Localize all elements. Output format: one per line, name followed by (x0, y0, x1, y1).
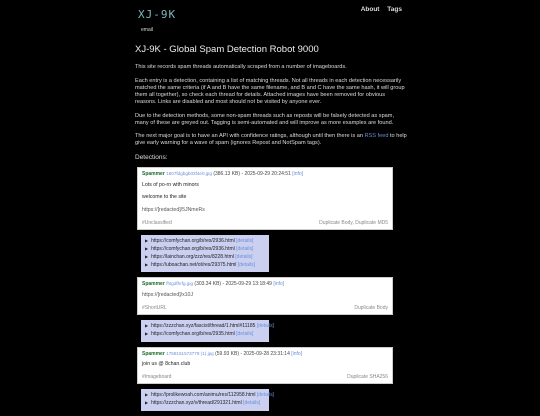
thread-url: https://zzzchan.xyz/fascist/thread/1.html#11185 (151, 323, 256, 330)
details-link[interactable]: [details] (236, 330, 254, 337)
post-header (142, 171, 388, 178)
post-footer (142, 374, 388, 381)
post-body-line: Lots of po-rn with minors (142, 181, 199, 188)
thread-row (145, 400, 265, 408)
intro-text: This site records spam threads automatically scraped from a number of imageboards. (135, 64, 347, 71)
image-filename[interactable]: 1758151573779 (1).jpg (166, 350, 214, 356)
expand-triangle-icon[interactable]: ▶ (145, 330, 149, 336)
thread-row (145, 331, 265, 339)
poster-name: Spammer (142, 350, 165, 357)
post-header (142, 351, 388, 358)
expand-triangle-icon[interactable]: ▶ (145, 246, 149, 252)
details-link[interactable]: [details] (243, 400, 261, 407)
details-link[interactable]: [details] (236, 238, 254, 245)
detections-heading: Detections: (135, 153, 168, 161)
thread-row (145, 392, 275, 400)
thread-list (141, 389, 275, 411)
details-link[interactable]: [details] (236, 246, 254, 253)
info-link[interactable]: [info] (273, 281, 285, 288)
expand-triangle-icon[interactable]: ▶ (145, 323, 149, 329)
image-filename[interactable]: 1607fdgbgb03f4e0.jpg (166, 171, 212, 177)
match-criteria: Duplicate Body (354, 304, 388, 311)
post-header (142, 281, 388, 288)
thread-list (141, 320, 275, 342)
thread-url: https://comfychan.org/b/res/2936.html (151, 238, 235, 245)
post-body-link: https://[redacted]/x10J (142, 291, 194, 298)
post-footer (142, 305, 388, 312)
thread-url: https://comfychan.org/b/res/2935.html (151, 330, 235, 337)
detection-card (137, 277, 393, 315)
page-title: XJ-9K - Global Spam Detection Robot 9000 (135, 44, 319, 55)
nav-menu (355, 6, 402, 14)
thread-row (145, 246, 265, 254)
thread-url: https://uboachan.net/ot/res/29375.html (151, 261, 237, 268)
info-link[interactable]: [info] (291, 350, 303, 357)
tag-label[interactable]: #Imageboard (142, 373, 172, 380)
expand-triangle-icon[interactable]: ▶ (145, 253, 149, 259)
post-footer (142, 220, 388, 227)
main-content (135, 44, 407, 416)
thread-url: https://prolikewoah.com/animu/res/112958.html (151, 392, 256, 399)
detection-explainer: Each entry is a detection, containing a list of matching threads. Not all threads in each detection necessarily matched the same criteria (if A and B have the same filename, and B and C have the same hash, it will group them all together), so check each thread for details. Attached images have been removed for obvious reasons. Links are disabled and most should not be visited by anyone ever. (135, 77, 405, 106)
api-note-pre: The next major goal is to have an API with confidence ratings, although until then there is an (135, 133, 365, 140)
detection-card (137, 167, 393, 230)
post-meta: (303.34 KB) - 2025-09-29 13:18:49 (194, 281, 272, 288)
tag-label[interactable]: #Unclassified (142, 219, 172, 226)
match-criteria: Duplicate SHA256 (347, 373, 388, 380)
post-meta: (386.13 KB) - 2025-09-29 20:24:51 (213, 171, 291, 178)
post-body-line: join us @ 8chan.club (142, 361, 191, 368)
api-note-post: to help give early warning for a wave of spam (ignores Repost and NotSpam tags). (135, 133, 407, 147)
api-note (135, 133, 407, 148)
thread-row (145, 262, 265, 270)
email-link[interactable]: email (141, 27, 153, 33)
info-link[interactable]: [info] (292, 171, 304, 178)
thread-row (145, 238, 265, 246)
tag-label[interactable]: #ShortURL (142, 304, 167, 311)
post-meta: (59.93 KB) - 2025-09-28 23:31:14 (215, 350, 290, 357)
thread-row (145, 323, 275, 331)
top-bar (0, 0, 540, 40)
match-criteria: Duplicate Body, Duplicate MD5 (319, 219, 388, 226)
expand-triangle-icon[interactable]: ▶ (145, 400, 149, 406)
thread-url: https://comfychan.org/b/res/2936.html (151, 246, 235, 253)
thread-url: https://zzzchan.xyz/v/thread/291321.html (151, 400, 242, 407)
post-body-link: https://[redacted]/5JNmeRs (142, 207, 205, 214)
details-link[interactable]: [details] (235, 253, 253, 260)
details-link[interactable]: [details] (256, 323, 275, 330)
image-filename[interactable]: fhtgdfhrfg.jpg (166, 281, 194, 287)
expand-triangle-icon[interactable]: ▶ (145, 392, 149, 398)
expand-triangle-icon[interactable]: ▶ (145, 238, 149, 244)
detection-card (137, 347, 393, 385)
details-link[interactable]: [details] (237, 261, 256, 268)
nav-tags-link[interactable]: Tags (387, 6, 402, 13)
thread-list (141, 235, 269, 272)
thread-row (145, 254, 265, 262)
poster-name: Spammer (142, 171, 165, 178)
nav-about-link[interactable]: About (360, 6, 380, 13)
rss-feed-link[interactable]: RSS feed (364, 133, 389, 140)
false-positive-note: Due to the detection methods, some non-spam threads such as reposts will be falsely detected as spam, many of these are greyed out. Tagging is semi-automated and will improve as more examples are found. (135, 112, 395, 126)
thread-url: https://lainchan.org/zzz/res/8228.html (151, 253, 234, 260)
details-link[interactable]: [details] (256, 392, 275, 399)
post-body-line: welcome to the site (142, 194, 187, 201)
site-logo[interactable]: XJ-9K (138, 8, 177, 21)
expand-triangle-icon[interactable]: ▶ (145, 261, 149, 267)
poster-name: Spammer (142, 281, 165, 288)
